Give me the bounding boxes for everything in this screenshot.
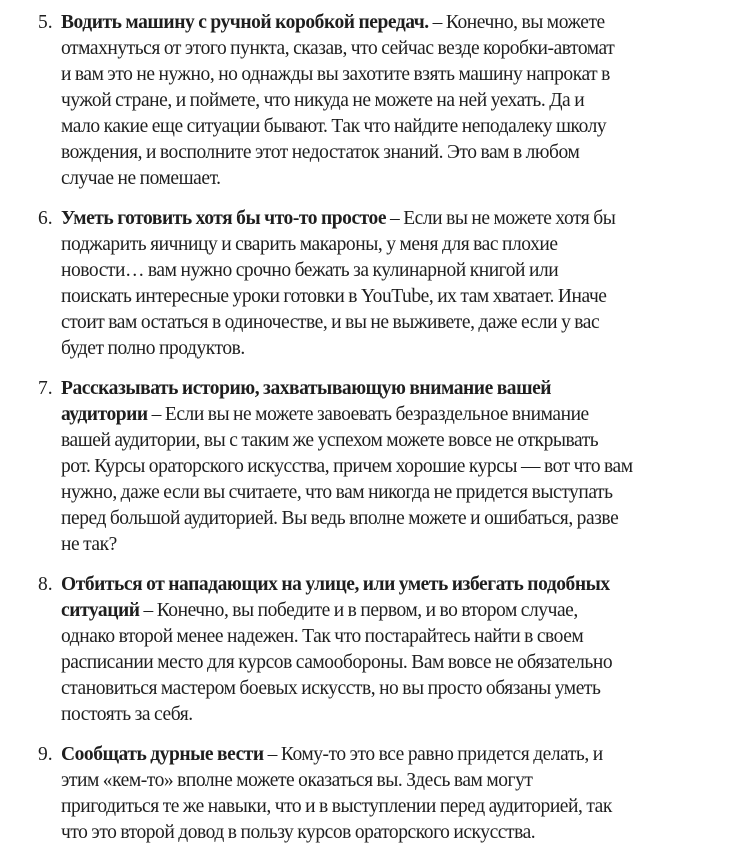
text-line [61,428,744,454]
item-text: нужно, даже если вы считаете, что вам никогда не придется выступать [61,482,613,503]
text-line [61,376,744,402]
item-title: аудитории [61,404,148,425]
text-line [61,284,744,310]
text-line [61,480,744,506]
item-text: – Конечно, вы победите и в первом, и во втором случае, [139,600,578,621]
item-text: и вам это не нужно, но однажды вы захотите взять машину напрокат в [61,64,610,85]
numbered-list [0,10,744,860]
text-line [61,506,744,532]
item-text: перед большой аудиторией. Вы ведь вполне можете и ошибаться, разве [61,508,619,529]
text-line [61,36,744,62]
item-text: становиться мастером боевых искусств, но вы просто обязаны уметь [61,678,601,699]
text-line [61,10,744,36]
text-line [61,114,744,140]
item-text: поджарить яичницу и сварить макароны, у меня для вас плохие [61,234,558,255]
item-title: Рассказывать историю, захватывающую внимание вашей [61,378,552,399]
item-text: рот. Курсы ораторского искусства, причем хорошие курсы — вот что вам [61,456,633,477]
item-body [61,376,744,558]
item-text: – Конечно, вы можете [428,12,605,33]
text-line [61,702,744,728]
item-text: вождения, и восполните этот недостаток знаний. Это вам в любом [61,142,580,163]
list-item [0,10,744,192]
item-text: – Кому-то это все равно придется делать, и [263,744,603,765]
item-text: случае не помешает. [61,168,221,189]
item-text: расписании место для курсов самообороны. Вам вовсе не обязательно [61,652,613,673]
text-line [61,742,744,768]
list-item [0,742,744,846]
item-text: вашей аудитории, вы с таким же успехом можете вовсе не открывать [61,430,599,451]
text-line [61,140,744,166]
item-title: ситуаций [61,600,140,621]
item-text: не так? [61,534,117,555]
item-text: – Если вы не можете завоевать безраздельное внимание [147,404,589,425]
text-line [61,624,744,650]
text-line [61,454,744,480]
text-line [61,676,744,702]
text-line [61,572,744,598]
text-line [61,88,744,114]
item-text: поискать интересные уроки готовки в YouTube, их там хватает. Иначе [61,286,607,307]
text-line [61,232,744,258]
text-line [61,598,744,624]
text-line [61,402,744,428]
item-number: 7. [38,378,53,399]
item-number: 5. [38,12,53,33]
item-title: Сообщать дурные вести [61,744,264,765]
list-item [0,206,744,362]
item-text: стоит вам остаться в одиночестве, и вы не выживете, даже если у вас [61,312,600,333]
item-text: этим «кем-то» вполне можете оказаться вы. Здесь вам могут [61,770,533,791]
item-body [61,10,744,192]
text-line [61,820,744,846]
text-line [61,768,744,794]
item-number: 9. [38,744,53,765]
item-text: – Если вы не можете хотя бы [386,208,616,229]
item-text: мало какие еще ситуации бывают. Так что найдите неподалеку школу [61,116,607,137]
list-item [0,572,744,728]
item-text: пригодиться те же навыки, что и в выступлении перед аудиторией, так [61,796,612,817]
item-number: 6. [38,208,53,229]
item-title: Отбиться от нападающих на улице, или уметь избегать подобных [61,574,610,595]
text-line [61,794,744,820]
item-text: будет полно продуктов. [61,338,245,359]
item-title: Уметь готовить хотя бы что-то простое [61,208,387,229]
item-text: отмахнуться от этого пункта, сказав, что сейчас везде коробки-автомат [61,38,615,59]
text-line [61,258,744,284]
item-text: что это второй довод в пользу курсов ораторского искусства. [61,822,536,843]
text-line [61,206,744,232]
text-line [61,650,744,676]
text-line [61,532,744,558]
text-line [61,62,744,88]
item-body [61,206,744,362]
item-text: чужой стране, и поймете, что никуда не можете на ней уехать. Да и [61,90,585,111]
item-text: однако второй менее надежен. Так что постарайтесь найти в своем [61,626,584,647]
item-title: Водить машину с ручной коробкой передач. [61,12,429,33]
text-line [61,166,744,192]
text-line [61,336,744,362]
list-item [0,376,744,558]
item-body [61,742,744,846]
text-line [61,310,744,336]
item-body [61,572,744,728]
item-text: новости… вам нужно срочно бежать за кулинарной книгой или [61,260,559,281]
item-number: 8. [38,574,53,595]
item-text: постоять за себя. [61,704,193,725]
